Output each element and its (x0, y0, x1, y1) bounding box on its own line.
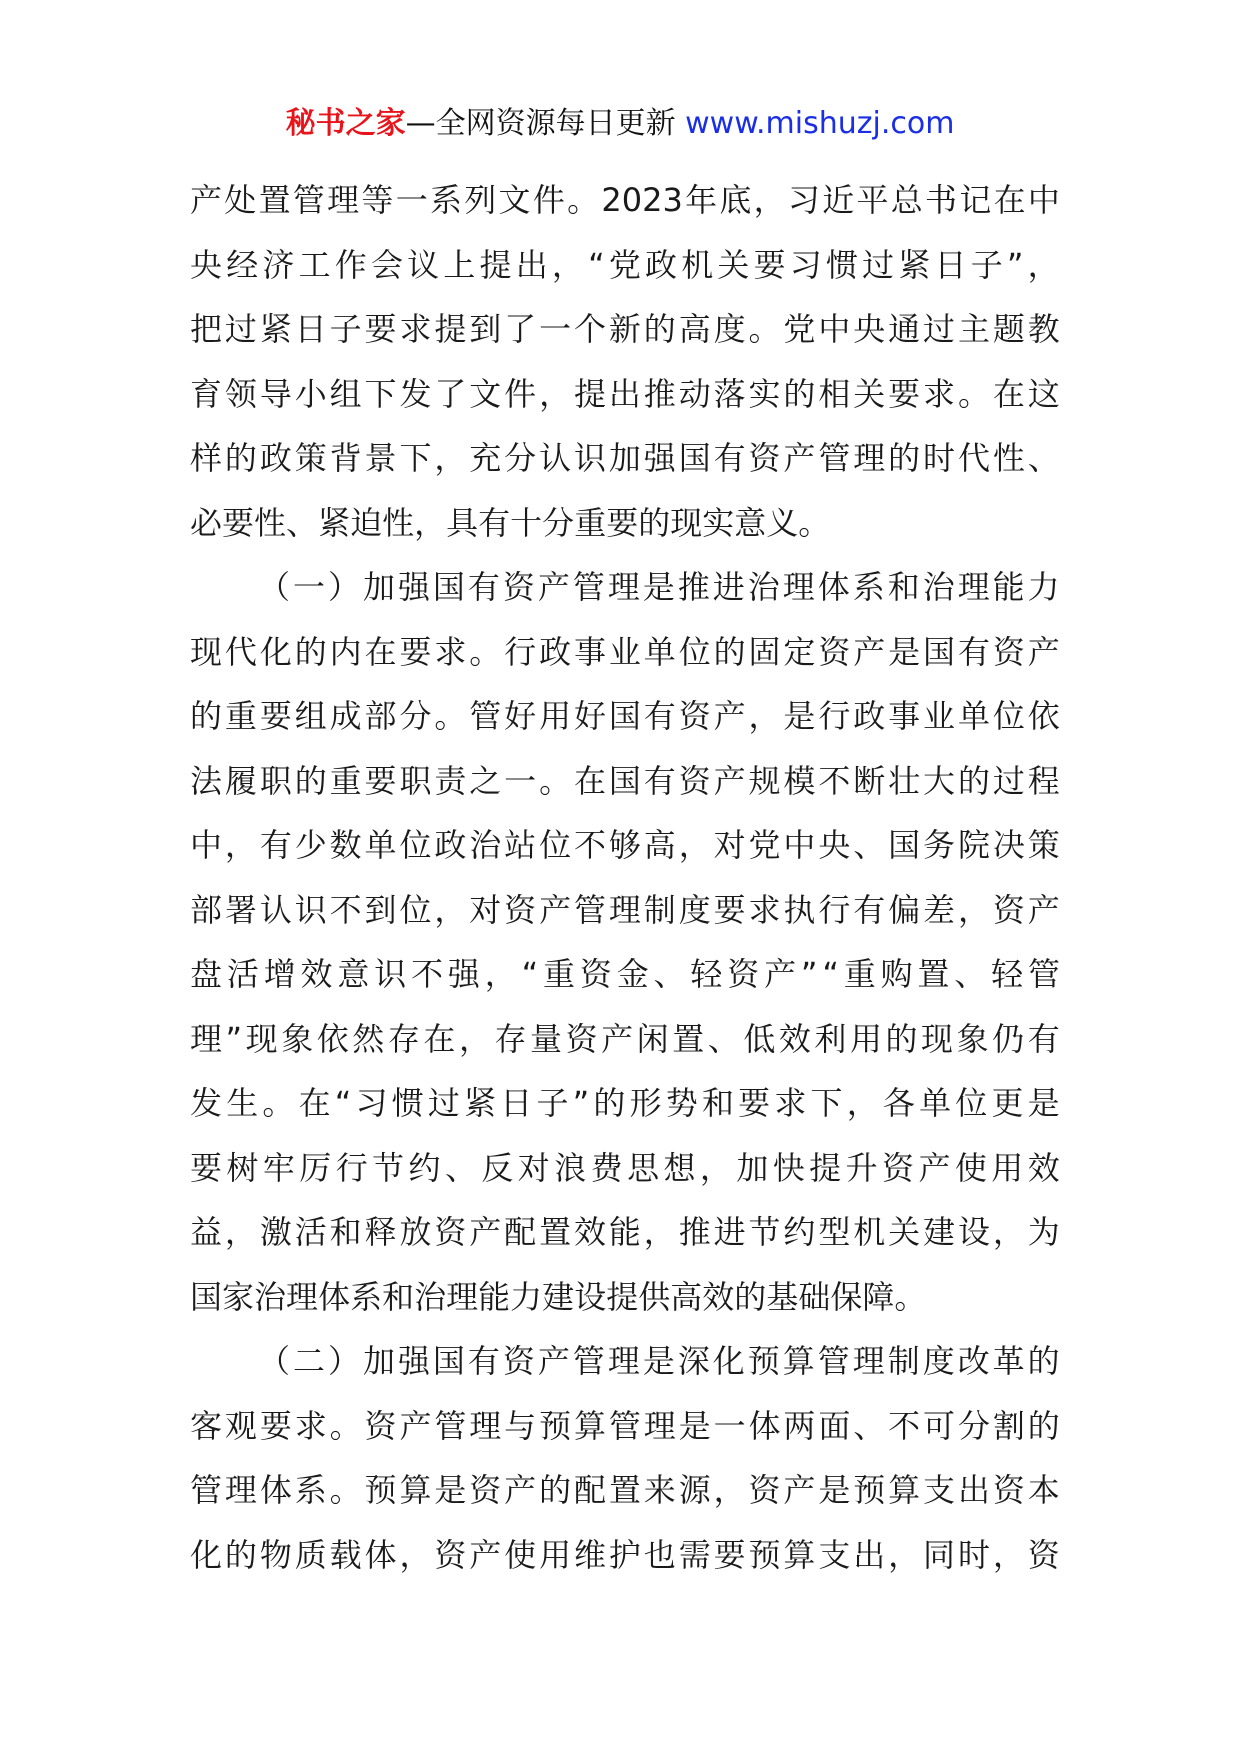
text-line: 益 ， 激 活 和 释 放 资 产 配 置 效 能 ， 推 进 节 约 型 机 关 建 设 ， 为 (190, 1213, 1060, 1251)
text-line: 发 生 。 在 “ 习 惯 过 紧 日 子 ” 的 形 势 和 要 求 下 ， 各 单 位 更 是 (190, 1084, 1060, 1122)
text-line: 把 过 紧 日 子 要 求 提 到 了 一 个 新 的 高 度 。 党 中 央 通 过 主 题 教 (190, 310, 1060, 348)
text-line: 国 家 治 理 体 系 和 治 理 能 力 建 设 提 供 高 效 的 基 础 保 障 。 (190, 1277, 927, 1316)
text-line: 客 观 要 求 。 资 产 管 理 与 预 算 管 理 是 一 体 两 面 、 不 可 分 割 的 (190, 1406, 1060, 1445)
text-line: 样 的 政 策 背 景 下 ， 充 分 认 识 加 强 国 有 资 产 管 理 的 时 代 性 、 (190, 439, 1060, 477)
text-line: 部 署 认 识 不 到 位 ， 对 资 产 管 理 制 度 要 求 执 行 有 偏 差 ， 资 产 (190, 890, 1060, 929)
text-line: 央 经 济 工 作 会 议 上 提 出 ， “ 党 政 机 关 要 习 惯 过 紧 日 子 ” ， (190, 245, 1060, 284)
header-tagline: —全网资源每日更新 (405, 106, 686, 141)
text-line: 中 ， 有 少 数 单 位 政 治 站 位 不 够 高 ， 对 党 中 央 、 国 务 院 决 策 (190, 826, 1060, 864)
text-line: 要 树 牢 厉 行 节 约 、 反 对 浪 费 思 想 ， 加 快 提 升 资 产 使 用 效 (190, 1148, 1060, 1187)
text-line: 育 领 导 小 组 下 发 了 文 件 ， 提 出 推 动 落 实 的 相 关 要 求 。 在 这 (190, 374, 1060, 413)
text-line: 法 履 职 的 重 要 职 责 之 一 。 在 国 有 资 产 规 模 不 断 壮 大 的 过 程 (190, 761, 1060, 800)
text-line: 化 的 物 质 载 体 ， 资 产 使 用 维 护 也 需 要 预 算 支 出 ， 同 时 ， 资 (190, 1535, 1060, 1574)
text-line: （ 二 ） 加 强 国 有 资 产 管 理 是 深 化 预 算 管 理 制 度 改 革 的 (258, 1342, 1060, 1380)
brand-name: 秘书之家 (285, 106, 406, 141)
text-line: 的 重 要 组 成 部 分 。 管 好 用 好 国 有 资 产 ， 是 行 政 事 业 单 位 依 (190, 697, 1060, 735)
site-header (0, 104, 1240, 144)
text-line: 现 代 化 的 内 在 要 求 。 行 政 事 业 单 位 的 固 定 资 产 是 国 有 资 产 (190, 632, 1060, 671)
text-line: 产 处 置 管 理 等 一 系 列 文 件 。 2023 年 底 ， 习 近 平 总 书 记 在 中 (190, 181, 1060, 219)
text-line: 管 理 体 系 。 预 算 是 资 产 的 配 置 来 源 ， 资 产 是 预 算 支 出 资 本 (190, 1471, 1060, 1509)
document-body (190, 168, 1060, 1587)
text-line: 理 ” 现 象 依 然 存 在 ， 存 量 资 产 闲 置 、 低 效 利 用 的 现 象 仍 有 (190, 1019, 1060, 1058)
text-line: 盘 活 增 效 意 识 不 强 ， “ 重 资 金 、 轻 资 产 ” “ 重 购 置 、 轻 管 (190, 955, 1060, 993)
text-line: 必 要 性 、 紧 迫 性 ， 具 有 十 分 重 要 的 现 实 意 义 。 (190, 503, 831, 542)
site-url-link[interactable]: www.mishuzj.com (685, 106, 955, 141)
text-line: （ 一 ） 加 强 国 有 资 产 管 理 是 推 进 治 理 体 系 和 治 理 能 力 (258, 568, 1060, 606)
